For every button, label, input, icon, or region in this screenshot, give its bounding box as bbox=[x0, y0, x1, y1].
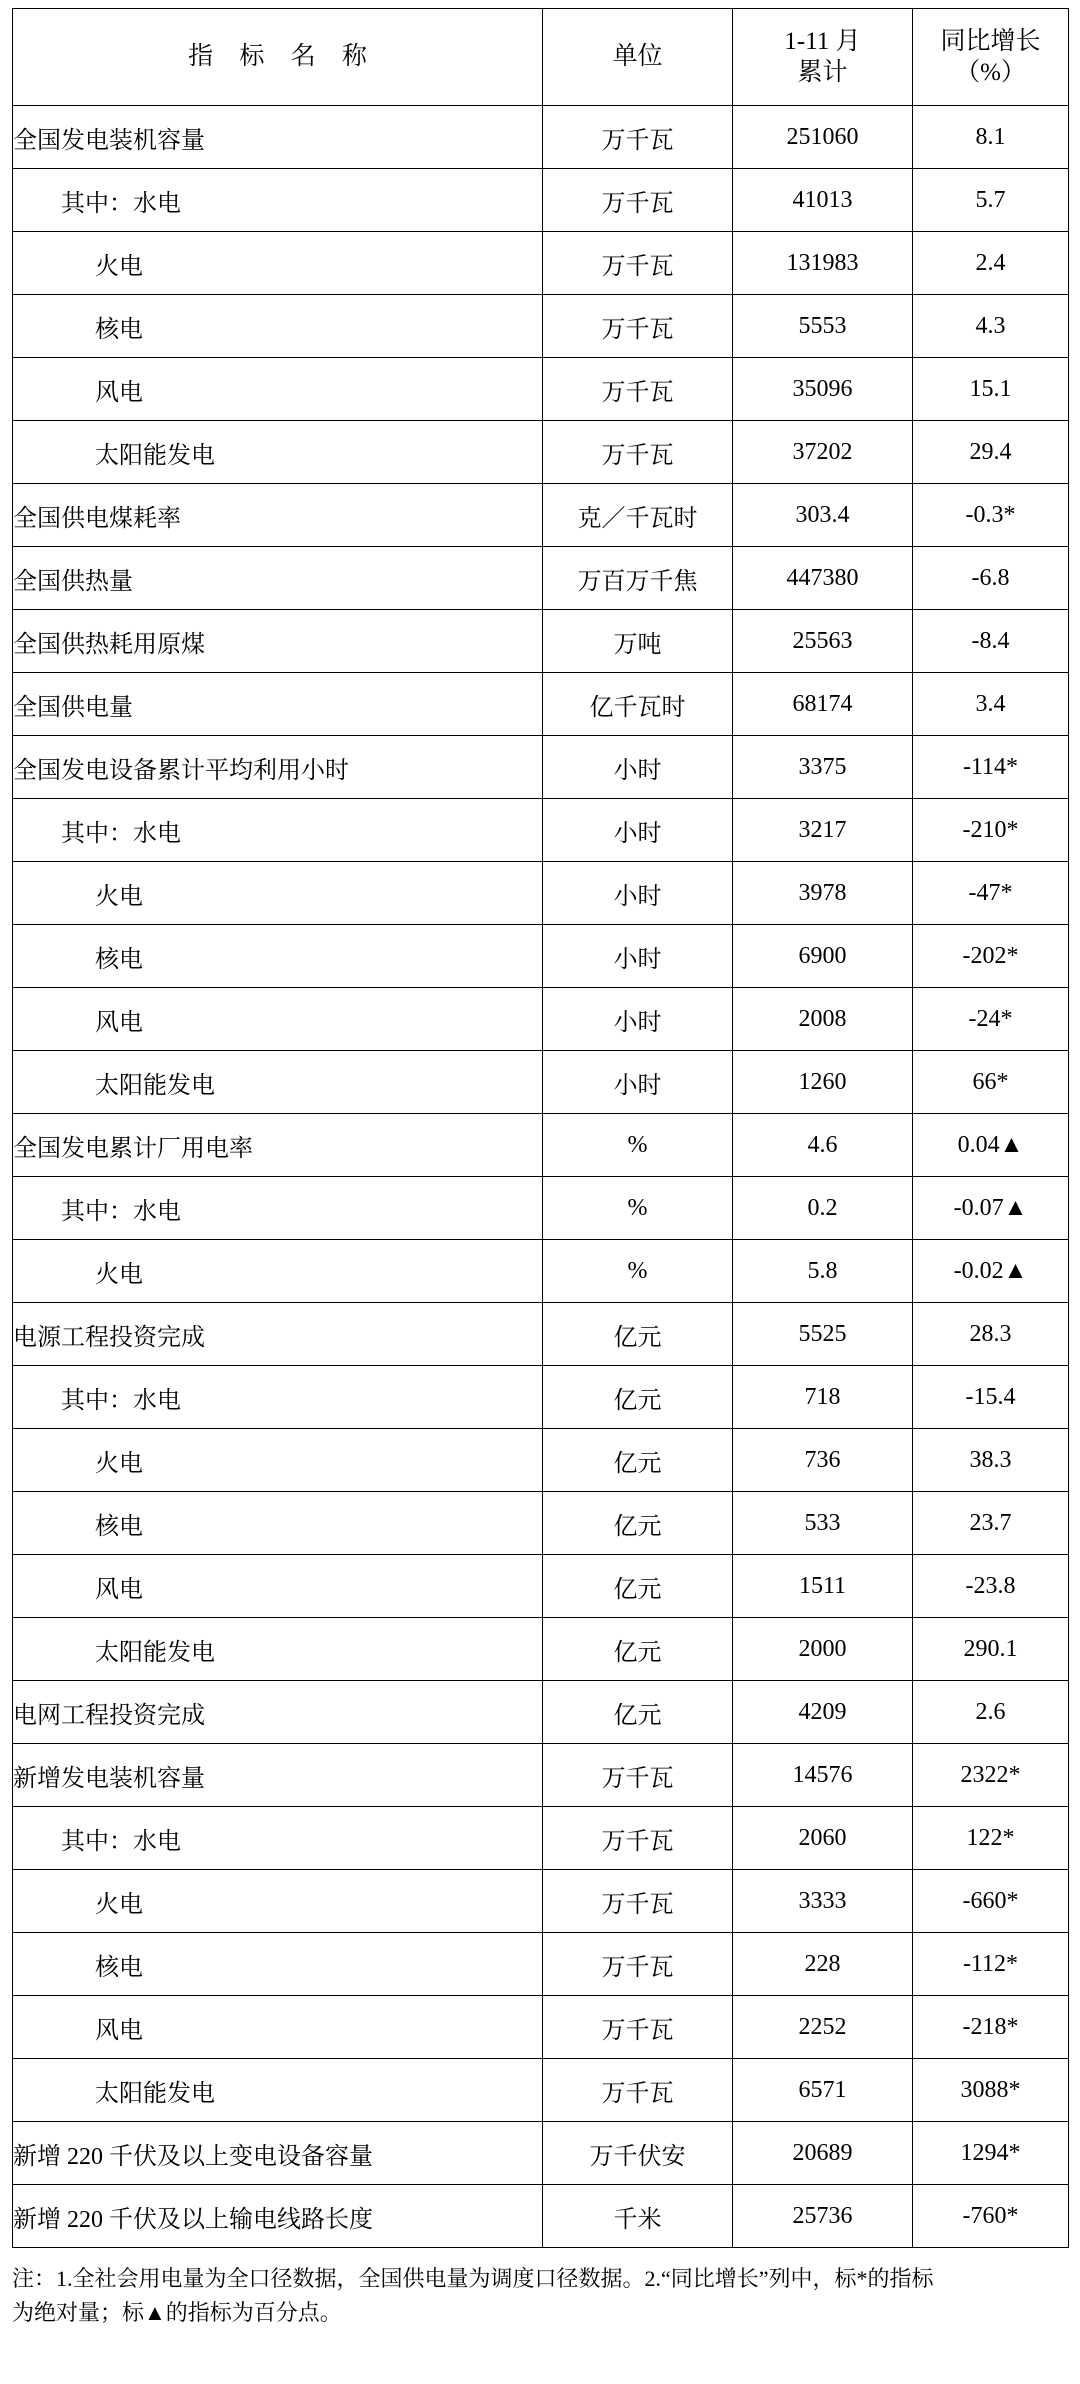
row-yoy: -112* bbox=[913, 1933, 1069, 1996]
row-unit: 万千瓦 bbox=[543, 1744, 733, 1807]
table-row bbox=[13, 1429, 1069, 1492]
table-row bbox=[13, 1240, 1069, 1303]
row-value: 68174 bbox=[733, 673, 913, 736]
row-yoy: -218* bbox=[913, 1996, 1069, 2059]
row-indicator-name: 电源工程投资完成 bbox=[13, 1303, 543, 1366]
table-row bbox=[13, 1870, 1069, 1933]
header-yoy bbox=[913, 9, 1069, 106]
row-yoy: -15.4 bbox=[913, 1366, 1069, 1429]
row-value: 35096 bbox=[733, 358, 913, 421]
row-yoy: -6.8 bbox=[913, 547, 1069, 610]
header-yoy-line2: （%） bbox=[955, 59, 1026, 86]
row-value: 25736 bbox=[733, 2185, 913, 2248]
row-indicator-name: 核电 bbox=[13, 925, 543, 988]
table-row bbox=[13, 1177, 1069, 1240]
row-value: 37202 bbox=[733, 421, 913, 484]
row-unit: 万吨 bbox=[543, 610, 733, 673]
row-unit: 万千瓦 bbox=[543, 421, 733, 484]
row-unit: 小时 bbox=[543, 799, 733, 862]
table-row bbox=[13, 232, 1069, 295]
row-value: 251060 bbox=[733, 106, 913, 169]
table-row bbox=[13, 1366, 1069, 1429]
row-value: 3978 bbox=[733, 862, 913, 925]
row-indicator-name: 新增 220 千伏及以上变电设备容量 bbox=[13, 2122, 543, 2185]
row-unit: 万千伏安 bbox=[543, 2122, 733, 2185]
row-unit: 万千瓦 bbox=[543, 1933, 733, 1996]
header-unit: 单位 bbox=[543, 9, 733, 106]
row-indicator-name: 新增发电装机容量 bbox=[13, 1744, 543, 1807]
row-unit: 万千瓦 bbox=[543, 1996, 733, 2059]
table-row bbox=[13, 862, 1069, 925]
row-yoy: -202* bbox=[913, 925, 1069, 988]
row-yoy: -24* bbox=[913, 988, 1069, 1051]
row-yoy: -660* bbox=[913, 1870, 1069, 1933]
row-indicator-name: 核电 bbox=[13, 1933, 543, 1996]
header-value-line1: 1-11 月 bbox=[784, 27, 861, 55]
table-row bbox=[13, 547, 1069, 610]
row-indicator-name: 其中：水电 bbox=[13, 1177, 543, 1240]
row-unit: 万千瓦 bbox=[543, 232, 733, 295]
row-yoy: 3.4 bbox=[913, 673, 1069, 736]
table-row bbox=[13, 1933, 1069, 1996]
table-row bbox=[13, 295, 1069, 358]
row-indicator-name: 火电 bbox=[13, 232, 543, 295]
row-value: 25563 bbox=[733, 610, 913, 673]
table-body bbox=[13, 106, 1069, 2248]
table-row bbox=[13, 2185, 1069, 2248]
row-indicator-name: 风电 bbox=[13, 988, 543, 1051]
row-yoy: 15.1 bbox=[913, 358, 1069, 421]
table-row bbox=[13, 2122, 1069, 2185]
table-row bbox=[13, 799, 1069, 862]
table-row bbox=[13, 1555, 1069, 1618]
row-unit: 亿元 bbox=[543, 1492, 733, 1555]
row-value: 5553 bbox=[733, 295, 913, 358]
row-indicator-name: 火电 bbox=[13, 1429, 543, 1492]
row-yoy: -760* bbox=[913, 2185, 1069, 2248]
row-value: 41013 bbox=[733, 169, 913, 232]
table-row bbox=[13, 1996, 1069, 2059]
row-indicator-name: 全国供热耗用原煤 bbox=[13, 610, 543, 673]
row-yoy: 29.4 bbox=[913, 421, 1069, 484]
row-unit: 亿元 bbox=[543, 1429, 733, 1492]
table-row bbox=[13, 1618, 1069, 1681]
row-unit: 万千瓦 bbox=[543, 106, 733, 169]
row-yoy: 38.3 bbox=[913, 1429, 1069, 1492]
row-unit: 克／千瓦时 bbox=[543, 484, 733, 547]
row-value: 2060 bbox=[733, 1807, 913, 1870]
header-row bbox=[13, 9, 1069, 106]
table-row bbox=[13, 1492, 1069, 1555]
row-yoy: 23.7 bbox=[913, 1492, 1069, 1555]
row-unit: % bbox=[543, 1240, 733, 1303]
row-indicator-name: 全国发电装机容量 bbox=[13, 106, 543, 169]
row-value: 736 bbox=[733, 1429, 913, 1492]
row-value: 447380 bbox=[733, 547, 913, 610]
row-unit: 小时 bbox=[543, 925, 733, 988]
row-indicator-name: 太阳能发电 bbox=[13, 1618, 543, 1681]
row-value: 4209 bbox=[733, 1681, 913, 1744]
table-row bbox=[13, 358, 1069, 421]
row-indicator-name: 其中：水电 bbox=[13, 1366, 543, 1429]
header-value-line2: 累计 bbox=[797, 59, 848, 86]
table-row bbox=[13, 610, 1069, 673]
row-yoy: 290.1 bbox=[913, 1618, 1069, 1681]
row-value: 2252 bbox=[733, 1996, 913, 2059]
row-unit: 万千瓦 bbox=[543, 295, 733, 358]
row-value: 5525 bbox=[733, 1303, 913, 1366]
power-statistics-table bbox=[12, 8, 1069, 2248]
row-unit: 千米 bbox=[543, 2185, 733, 2248]
table-row bbox=[13, 736, 1069, 799]
row-unit: 万百万千焦 bbox=[543, 547, 733, 610]
row-value: 228 bbox=[733, 1933, 913, 1996]
header-yoy-line1: 同比增长 bbox=[940, 27, 1041, 55]
row-value: 3217 bbox=[733, 799, 913, 862]
row-value: 4.6 bbox=[733, 1114, 913, 1177]
row-yoy: 2322* bbox=[913, 1744, 1069, 1807]
row-indicator-name: 核电 bbox=[13, 1492, 543, 1555]
table-row bbox=[13, 1303, 1069, 1366]
table-row bbox=[13, 1744, 1069, 1807]
row-yoy: -114* bbox=[913, 736, 1069, 799]
row-unit: 小时 bbox=[543, 988, 733, 1051]
row-yoy: -0.07▲ bbox=[913, 1177, 1069, 1240]
table-row bbox=[13, 169, 1069, 232]
row-value: 2008 bbox=[733, 988, 913, 1051]
table-row bbox=[13, 1114, 1069, 1177]
row-yoy: 28.3 bbox=[913, 1303, 1069, 1366]
row-unit: 亿元 bbox=[543, 1618, 733, 1681]
row-yoy: 2.4 bbox=[913, 232, 1069, 295]
row-indicator-name: 全国发电设备累计平均利用小时 bbox=[13, 736, 543, 799]
row-indicator-name: 风电 bbox=[13, 358, 543, 421]
table-note bbox=[12, 2262, 1068, 2348]
row-yoy: -0.02▲ bbox=[913, 1240, 1069, 1303]
table-row bbox=[13, 421, 1069, 484]
row-value: 1260 bbox=[733, 1051, 913, 1114]
header-indicator-name: 指 标 名 称 bbox=[13, 9, 543, 106]
table-row bbox=[13, 2059, 1069, 2122]
row-unit: % bbox=[543, 1114, 733, 1177]
row-indicator-name: 风电 bbox=[13, 1996, 543, 2059]
row-unit: 亿元 bbox=[543, 1681, 733, 1744]
row-value: 3375 bbox=[733, 736, 913, 799]
row-unit: 小时 bbox=[543, 1051, 733, 1114]
row-yoy: 3088* bbox=[913, 2059, 1069, 2122]
row-yoy: -47* bbox=[913, 862, 1069, 925]
row-value: 533 bbox=[733, 1492, 913, 1555]
row-yoy: -8.4 bbox=[913, 610, 1069, 673]
header-value bbox=[733, 9, 913, 106]
row-value: 14576 bbox=[733, 1744, 913, 1807]
row-unit: 万千瓦 bbox=[543, 1807, 733, 1870]
row-value: 718 bbox=[733, 1366, 913, 1429]
row-indicator-name: 风电 bbox=[13, 1555, 543, 1618]
row-indicator-name: 全国供热量 bbox=[13, 547, 543, 610]
row-value: 20689 bbox=[733, 2122, 913, 2185]
row-unit: 亿元 bbox=[543, 1366, 733, 1429]
row-indicator-name: 新增 220 千伏及以上输电线路长度 bbox=[13, 2185, 543, 2248]
row-unit: 亿千瓦时 bbox=[543, 673, 733, 736]
row-indicator-name: 火电 bbox=[13, 1240, 543, 1303]
row-unit: 万千瓦 bbox=[543, 2059, 733, 2122]
row-unit: 小时 bbox=[543, 862, 733, 925]
row-value: 0.2 bbox=[733, 1177, 913, 1240]
row-indicator-name: 太阳能发电 bbox=[13, 1051, 543, 1114]
row-value: 2000 bbox=[733, 1618, 913, 1681]
row-indicator-name: 全国供电煤耗率 bbox=[13, 484, 543, 547]
row-value: 3333 bbox=[733, 1870, 913, 1933]
row-unit: 亿元 bbox=[543, 1555, 733, 1618]
row-unit: % bbox=[543, 1177, 733, 1240]
table-row bbox=[13, 1681, 1069, 1744]
row-yoy: -23.8 bbox=[913, 1555, 1069, 1618]
row-yoy: 1294* bbox=[913, 2122, 1069, 2185]
table-row bbox=[13, 1807, 1069, 1870]
row-indicator-name: 其中：水电 bbox=[13, 1807, 543, 1870]
row-unit: 万千瓦 bbox=[543, 1870, 733, 1933]
row-yoy: 0.04▲ bbox=[913, 1114, 1069, 1177]
table-row bbox=[13, 106, 1069, 169]
row-value: 5.8 bbox=[733, 1240, 913, 1303]
row-value: 1511 bbox=[733, 1555, 913, 1618]
table-row bbox=[13, 1051, 1069, 1114]
row-yoy: 66* bbox=[913, 1051, 1069, 1114]
row-indicator-name: 火电 bbox=[13, 862, 543, 925]
row-indicator-name: 太阳能发电 bbox=[13, 421, 543, 484]
row-yoy: 8.1 bbox=[913, 106, 1069, 169]
row-indicator-name: 太阳能发电 bbox=[13, 2059, 543, 2122]
row-indicator-name: 火电 bbox=[13, 1870, 543, 1933]
row-yoy: 5.7 bbox=[913, 169, 1069, 232]
table-header bbox=[13, 9, 1069, 106]
row-unit: 小时 bbox=[543, 736, 733, 799]
table-row bbox=[13, 484, 1069, 547]
table-row bbox=[13, 925, 1069, 988]
row-yoy: 122* bbox=[913, 1807, 1069, 1870]
row-indicator-name: 电网工程投资完成 bbox=[13, 1681, 543, 1744]
row-indicator-name: 核电 bbox=[13, 295, 543, 358]
row-value: 6571 bbox=[733, 2059, 913, 2122]
note-line-2: 为绝对量；标▲的指标为百分点。 bbox=[12, 2300, 342, 2326]
row-yoy: 2.6 bbox=[913, 1681, 1069, 1744]
row-indicator-name: 全国发电累计厂用电率 bbox=[13, 1114, 543, 1177]
row-unit: 万千瓦 bbox=[543, 358, 733, 421]
row-indicator-name: 其中：水电 bbox=[13, 799, 543, 862]
row-indicator-name: 其中：水电 bbox=[13, 169, 543, 232]
table-row bbox=[13, 673, 1069, 736]
row-indicator-name: 全国供电量 bbox=[13, 673, 543, 736]
note-line-1: 注：1.全社会用电量为全口径数据，全国供电量为调度口径数据。2.“同比增长”列中，标*的指标 bbox=[12, 2266, 934, 2291]
row-value: 6900 bbox=[733, 925, 913, 988]
row-yoy: 4.3 bbox=[913, 295, 1069, 358]
row-value: 131983 bbox=[733, 232, 913, 295]
row-unit: 亿元 bbox=[543, 1303, 733, 1366]
row-value: 303.4 bbox=[733, 484, 913, 547]
row-yoy: -210* bbox=[913, 799, 1069, 862]
row-yoy: -0.3* bbox=[913, 484, 1069, 547]
row-unit: 万千瓦 bbox=[543, 169, 733, 232]
table-row bbox=[13, 988, 1069, 1051]
